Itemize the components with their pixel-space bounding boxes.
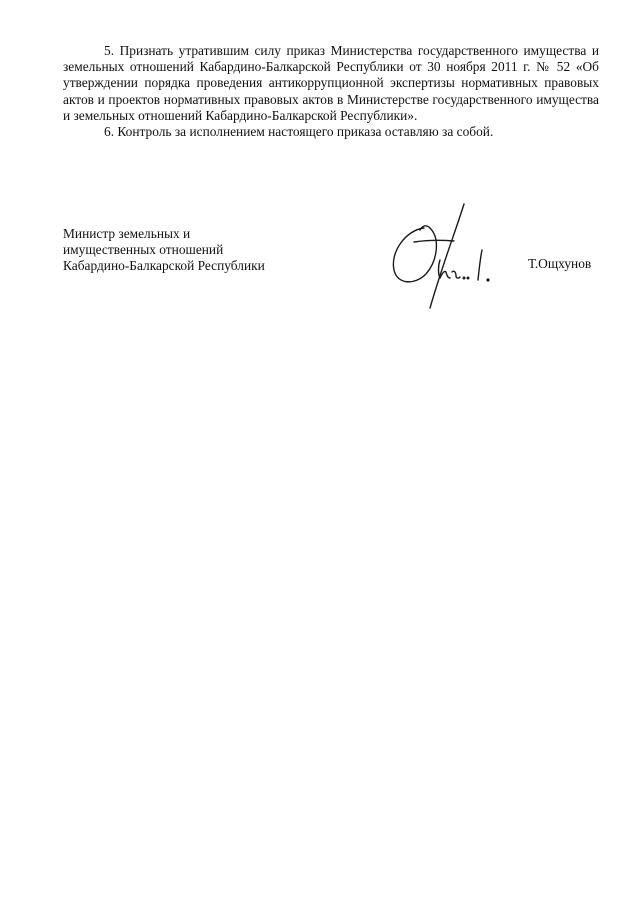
signatory-title-line: имущественных отношений [63,242,224,258]
signatory-title [63,226,265,275]
paragraph-item-5: 5. Признать утратившим силу приказ Министерства государственного имущества и земельных отношений Кабардино-Балкарской Республики от 30 ноября 2011 г. № 52 «Об утверждении порядка проведения антикоррупционной экспертизы нормативных правовых актов и проектов нормативных правовых актов в Министерстве государственного имущества и земельных отношений Кабардино-Балкарской Республики». [63,43,599,123]
signatory-title-line: Кабардино-Балкарской Республики [63,258,265,274]
signatory-title-line: Министр земельных и [63,226,191,241]
handwritten-signature-icon [384,200,504,310]
document-body [63,43,599,140]
signer-name: Т.Ощхунов [528,256,592,271]
paragraph-item-6: 6. Контроль за исполнением настоящего приказа оставляю за собой. [104,124,494,140]
